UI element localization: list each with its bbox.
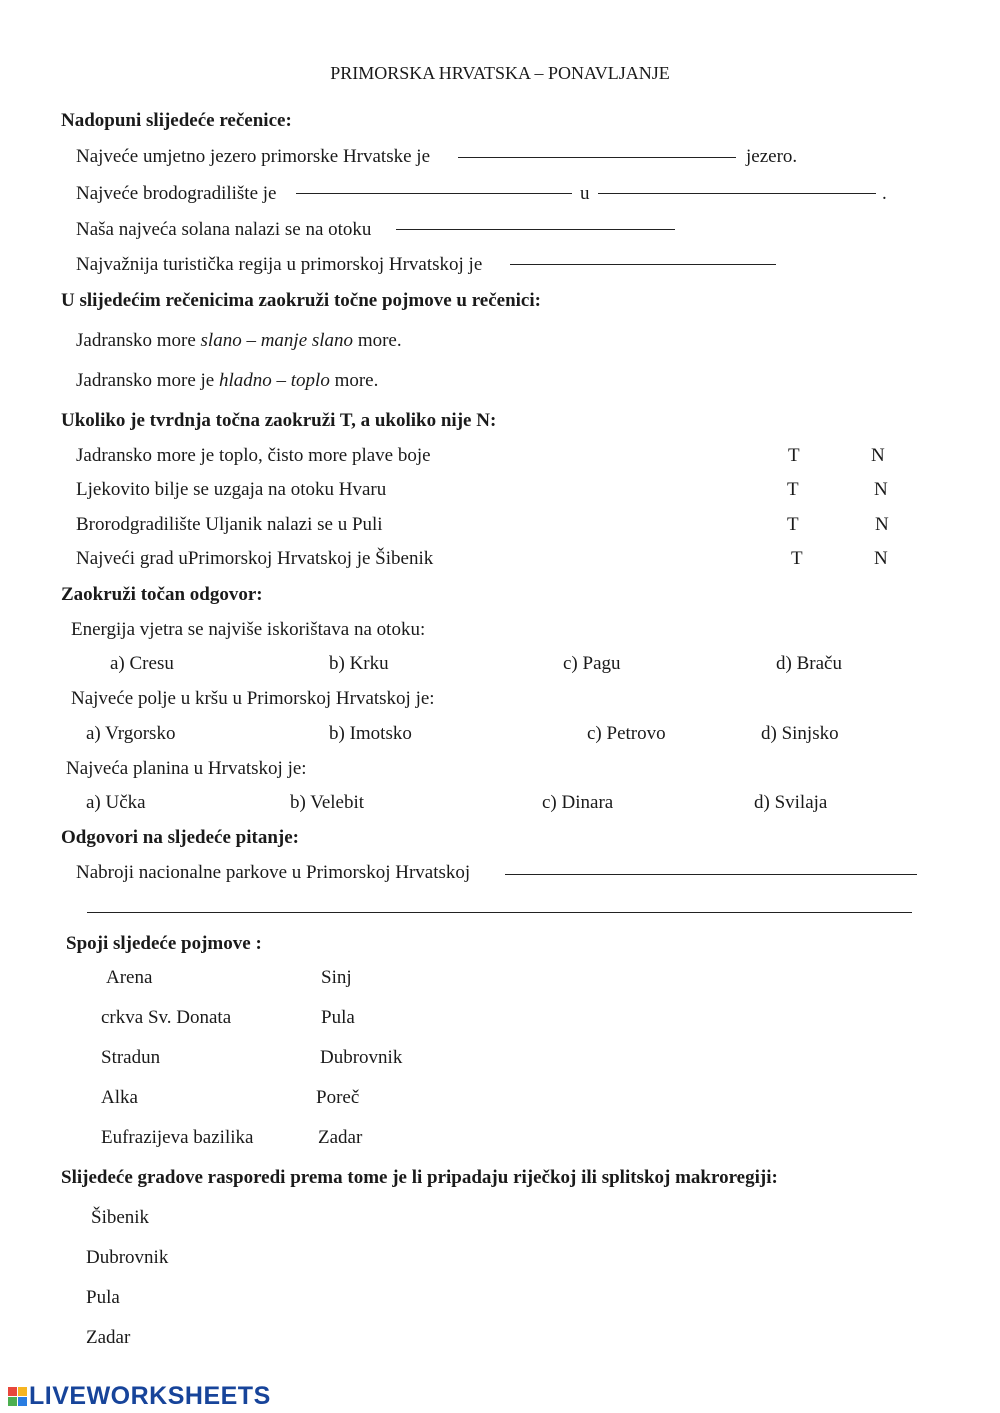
answer-line[interactable]	[505, 874, 917, 875]
sentence-end: more.	[357, 330, 402, 351]
true-option[interactable]: T	[791, 548, 803, 569]
mc-question: Najveće polje u kršu u Primorskoj Hrvatskoj je:	[71, 688, 435, 709]
answer-option[interactable]: c) Dinara	[542, 792, 614, 813]
section-heading-classify: Slijedeće gradove rasporedi prema tome je li pripadaju riječkoj ili splitskoj makroregiji:	[61, 1167, 778, 1188]
section-heading-circle-terms: U slijedećim rečenicima zaokruži točne pojmove u rečenici:	[61, 290, 541, 311]
liveworksheets-logo	[8, 1383, 271, 1409]
section-heading-multiple-choice: Zaokruži točan odgovor:	[61, 584, 263, 605]
true-option[interactable]: T	[787, 479, 799, 500]
true-option[interactable]: T	[788, 445, 800, 466]
mc-question: Najveća planina u Hrvatskoj je:	[66, 758, 307, 779]
question-text: Najvažnija turistička regija u primorskoj Hrvatskoj je	[76, 254, 483, 275]
logo-square	[8, 1387, 17, 1396]
answer-blank[interactable]	[458, 157, 736, 158]
false-option[interactable]: N	[871, 445, 885, 466]
section-heading-true-false: Ukoliko je tvrdnja točna zaokruži T, a ukoliko nije N:	[61, 410, 497, 431]
match-right-item[interactable]: Poreč	[316, 1087, 360, 1108]
section-heading-open-question: Odgovori na sljedeće pitanje:	[61, 827, 300, 848]
logo-square	[18, 1397, 27, 1406]
match-right-item[interactable]: Sinj	[321, 967, 352, 988]
match-right-item[interactable]: Zadar	[318, 1127, 363, 1148]
city-item[interactable]: Pula	[86, 1287, 120, 1308]
match-right-item[interactable]: Dubrovnik	[320, 1047, 403, 1068]
true-option[interactable]: T	[787, 514, 799, 535]
logo-grid-icon	[8, 1387, 27, 1406]
sentence-start: Jadransko more	[76, 330, 196, 351]
answer-blank[interactable]	[510, 264, 776, 265]
answer-option[interactable]: c) Pagu	[563, 653, 621, 674]
logo-square	[18, 1387, 27, 1396]
match-right-item[interactable]: Pula	[321, 1007, 355, 1028]
statement-text: Jadransko more je toplo, čisto more plave boje	[76, 445, 431, 466]
sentence	[76, 371, 378, 390]
answer-option[interactable]: b) Imotsko	[329, 723, 412, 744]
city-item[interactable]: Zadar	[86, 1327, 131, 1348]
answer-option[interactable]: d) Svilaja	[754, 792, 828, 813]
city-item[interactable]: Šibenik	[91, 1207, 150, 1228]
answer-option[interactable]: a) Cresu	[110, 653, 174, 674]
statement-text: Najveći grad uPrimorskoj Hrvatskoj je Šibenik	[76, 548, 434, 569]
statement-text: Ljekovito bilje se uzgaja na otoku Hvaru	[76, 479, 387, 500]
question-text: Naša najveća solana nalazi se na otoku	[76, 219, 372, 240]
false-option[interactable]: N	[874, 548, 888, 569]
match-left-item[interactable]: Stradun	[101, 1047, 161, 1068]
false-option[interactable]: N	[874, 479, 888, 500]
answer-option[interactable]: d) Braču	[776, 653, 842, 674]
open-question: Nabroji nacionalne parkove u Primorskoj Hrvatskoj	[76, 862, 471, 883]
sentence-start: Jadransko more je	[76, 370, 215, 391]
logo-square	[8, 1397, 17, 1406]
city-item[interactable]: Dubrovnik	[86, 1247, 169, 1268]
answer-line[interactable]	[87, 912, 912, 913]
choice-terms[interactable]: slano – manje slano	[200, 330, 354, 351]
question-connector: u	[580, 183, 590, 204]
match-left-item[interactable]: crkva Sv. Donata	[101, 1007, 232, 1028]
mc-question: Energija vjetra se najviše iskorištava na otoku:	[71, 619, 426, 640]
match-left-item[interactable]: Arena	[106, 967, 153, 988]
answer-option[interactable]: b) Krku	[329, 653, 389, 674]
match-left-item[interactable]: Alka	[101, 1087, 138, 1108]
question-text: Najveće umjetno jezero primorske Hrvatske je	[76, 146, 430, 167]
answer-blank[interactable]	[296, 193, 572, 194]
question-suffix: jezero.	[746, 146, 798, 167]
answer-option[interactable]: b) Velebit	[290, 792, 365, 813]
question-suffix: .	[882, 183, 887, 204]
page-title: PRIMORSKA HRVATSKA – PONAVLJANJE	[330, 63, 670, 83]
choice-terms[interactable]: hladno – toplo	[218, 370, 330, 391]
answer-blank[interactable]	[396, 229, 675, 230]
match-left-item[interactable]: Eufrazijeva bazilika	[101, 1127, 254, 1148]
answer-option[interactable]: c) Petrovo	[587, 723, 666, 744]
section-heading-matching: Spoji sljedeće pojmove :	[66, 933, 262, 954]
statement-text: Brorodgradilište Uljanik nalazi se u Puli	[76, 514, 383, 535]
answer-option[interactable]: a) Učka	[86, 792, 146, 813]
answer-option[interactable]: a) Vrgorsko	[86, 723, 176, 744]
sentence-end: more.	[334, 370, 379, 391]
sentence	[76, 331, 402, 350]
section-heading-fill-in: Nadopuni slijedeće rečenice:	[61, 110, 292, 131]
question-text: Najveće brodogradilište je	[76, 183, 277, 204]
answer-blank[interactable]	[598, 193, 876, 194]
false-option[interactable]: N	[875, 514, 889, 535]
logo-text: LIVEWORKSHEETS	[29, 1381, 271, 1410]
answer-option[interactable]: d) Sinjsko	[761, 723, 839, 744]
